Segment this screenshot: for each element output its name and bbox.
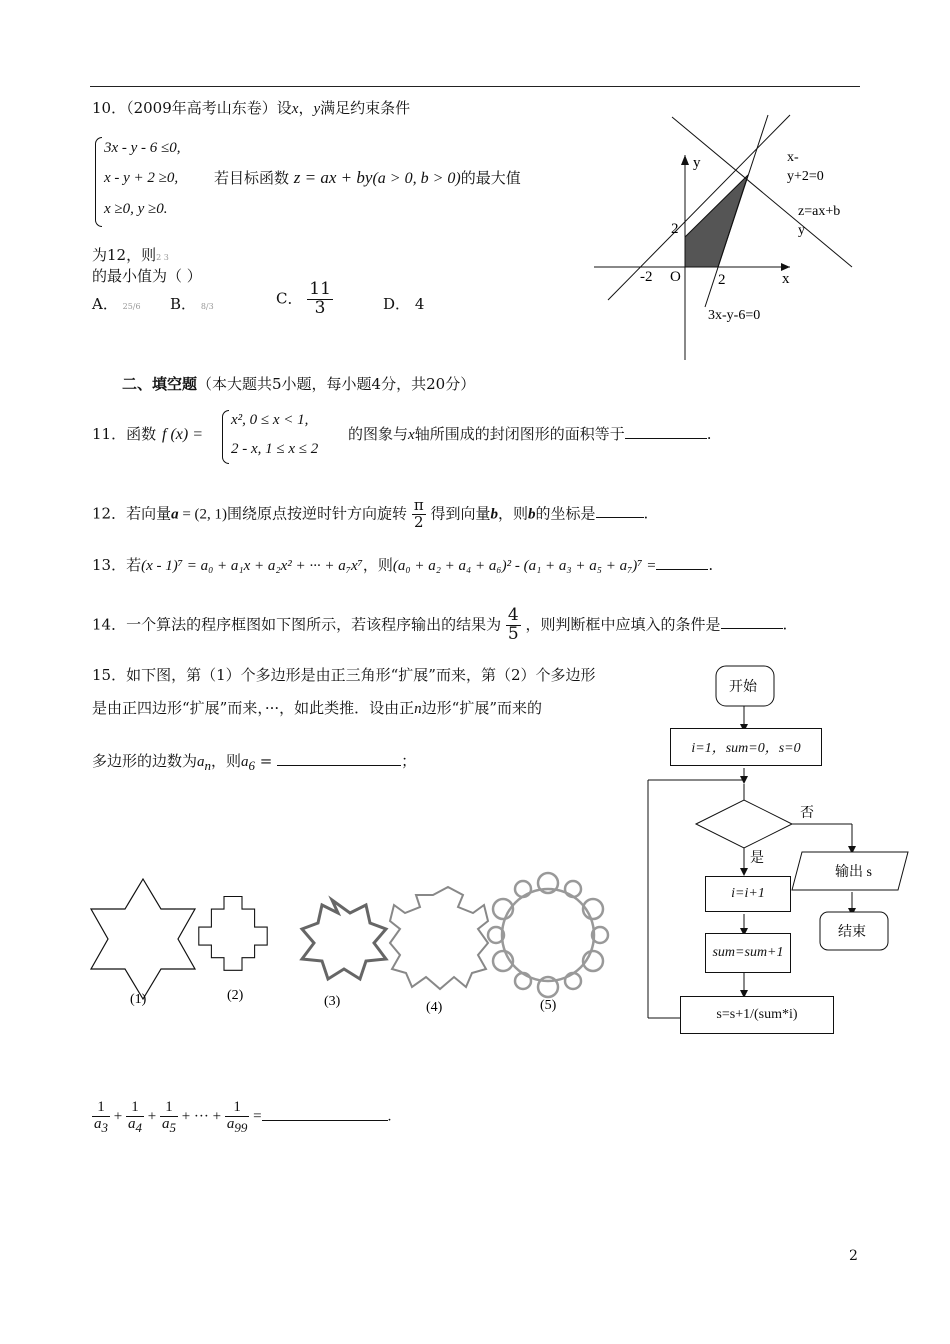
graph-line2-label-a: z=ax+b	[798, 204, 841, 219]
flow-step1-box: i=i+1	[705, 876, 791, 912]
line-x-y-plus-2	[608, 115, 790, 300]
graph-x-label: x	[782, 271, 790, 287]
flow-yes-label: 是	[750, 851, 764, 866]
q14-flowchart-arrows	[640, 660, 920, 1045]
polygon-caption-1: (1)	[130, 992, 147, 1007]
q10-objective: 若目标函数 z = ax + by(a > 0, b > 0)的最大值	[214, 168, 521, 187]
polygon-5-lobe	[565, 881, 581, 897]
page-number: 2	[849, 1248, 858, 1264]
polygon-caption-5: (5)	[540, 998, 557, 1013]
flow-no-label: 否	[800, 806, 814, 821]
x-axis-arrow-icon	[781, 263, 790, 271]
q10-option-a: A． 25/6	[92, 295, 141, 313]
flow-end-label: 结束	[838, 925, 866, 940]
q15-sum-expression: $\frac{1}{a_3}$ + $\frac{1}{a_4}$ + $\frac{1}{a_5}$ + ··· + $\frac{1}{a_{99}}$ = .	[94, 1099, 392, 1135]
q11-brace	[222, 410, 229, 464]
q11-prefix: 11．函数	[92, 425, 157, 443]
q15-polygon-figures	[88, 855, 648, 1015]
flow-init-box: i=1，sum=0，s=0	[670, 728, 822, 766]
q12-line: 12．若向量a = (2, 1)围绕原点按逆时针方向旋转 $\frac{\pi}{2}$ 得到向量b，则b的坐标是 .	[92, 496, 649, 531]
q15-line3: 多边形的边数为$a_n$，则$a_6$ = ；	[92, 752, 417, 773]
graph-tick-x2: 2	[718, 272, 726, 288]
q15-line2: 是由正四边形“扩展”而来，···，如此类推．设由正n边形“扩展”而来的	[92, 699, 542, 717]
feasible-region	[685, 175, 748, 267]
graph-y-label: y	[693, 155, 701, 171]
graph-origin-label: O	[670, 269, 681, 285]
polygon-1-star	[91, 879, 195, 999]
polygon-caption-4: (4)	[426, 1000, 443, 1015]
polygon-3-koch	[302, 900, 386, 979]
polygon-4	[390, 887, 488, 989]
arrow-icon	[740, 868, 748, 876]
q11-case2: 2 - x, 1 ≤ x ≤ 2	[231, 441, 319, 457]
q10-constraint-3: x ≥0, y ≥0.	[104, 201, 168, 217]
q10-line1: 10．（2009年高考山东卷）设x，y满足约束条件	[92, 99, 411, 117]
header-rule	[90, 86, 860, 87]
flow-step3-box: s=s+1/(sum*i)	[680, 996, 834, 1034]
graph-line1-label-a: x-	[787, 150, 799, 165]
q10-constraint-1: 3x - y - 6 ≤0,	[104, 140, 181, 156]
flow-output-label: 输出 s	[835, 865, 872, 880]
q10-constraint-2: x - y + 2 ≥0,	[104, 170, 179, 186]
graph-line1-label-b: y+2=0	[787, 169, 824, 184]
graph-tick-xm2: -2	[640, 269, 653, 285]
graph-tick-y2: 2	[671, 221, 679, 237]
graph-line3-label: 3x-y-6=0	[708, 308, 761, 323]
q10-brace	[95, 137, 102, 227]
polygon-5-lobe	[515, 973, 531, 989]
q13-line: 13．若(x - 1)⁷ = a₀ + a₁x + a₂x² + ··· + a₇x⁷，则(a₀ + a₂ + a₄ + a₆)² - (a₁ + a₃ + a₅ + a₇)⁷ = .	[92, 556, 714, 574]
flow-step2-box: sum=sum+1	[705, 933, 791, 973]
polygon-caption-2: (2)	[227, 988, 244, 1003]
q10-feasible-region-graph	[590, 105, 860, 365]
flow-start-label: 开始	[729, 680, 757, 695]
q11-fx: f (x) =	[162, 426, 203, 443]
polygon-5-lobe	[515, 881, 531, 897]
q10-option-c: C． $\frac{11}{3}$	[276, 279, 331, 318]
q11-tail: 的图象与x轴所围成的封闭图形的面积等于 .	[348, 425, 712, 443]
q10-option-d: D． 4	[383, 295, 425, 313]
y-axis-arrow-icon	[681, 155, 689, 165]
section2-header: 二、填空题（本大题共5小题，每小题4分，共20分）	[122, 375, 476, 393]
polygon-2-cross	[199, 897, 267, 971]
q15-line1: 15．如下图，第（1）个多边形是由正三角形“扩展”而来，第（2）个多边形	[92, 666, 596, 684]
q11-case1: x², 0 ≤ x < 1,	[231, 412, 309, 428]
polygon-5-lobe	[565, 973, 581, 989]
q14-line: 14．一个算法的程序框图如下图所示，若该程序输出的结果为 $\frac{4}{5}$ ，则判断框中应填入的条件是 .	[92, 605, 788, 644]
polygon-5-base	[502, 889, 594, 981]
q10-line3: 为12，则2 3 的最小值为（ ）	[92, 246, 202, 285]
q10-option-b: B． 8/3	[170, 295, 214, 313]
polygon-caption-3: (3)	[324, 994, 341, 1009]
graph-line2-label-b: y	[798, 223, 805, 238]
